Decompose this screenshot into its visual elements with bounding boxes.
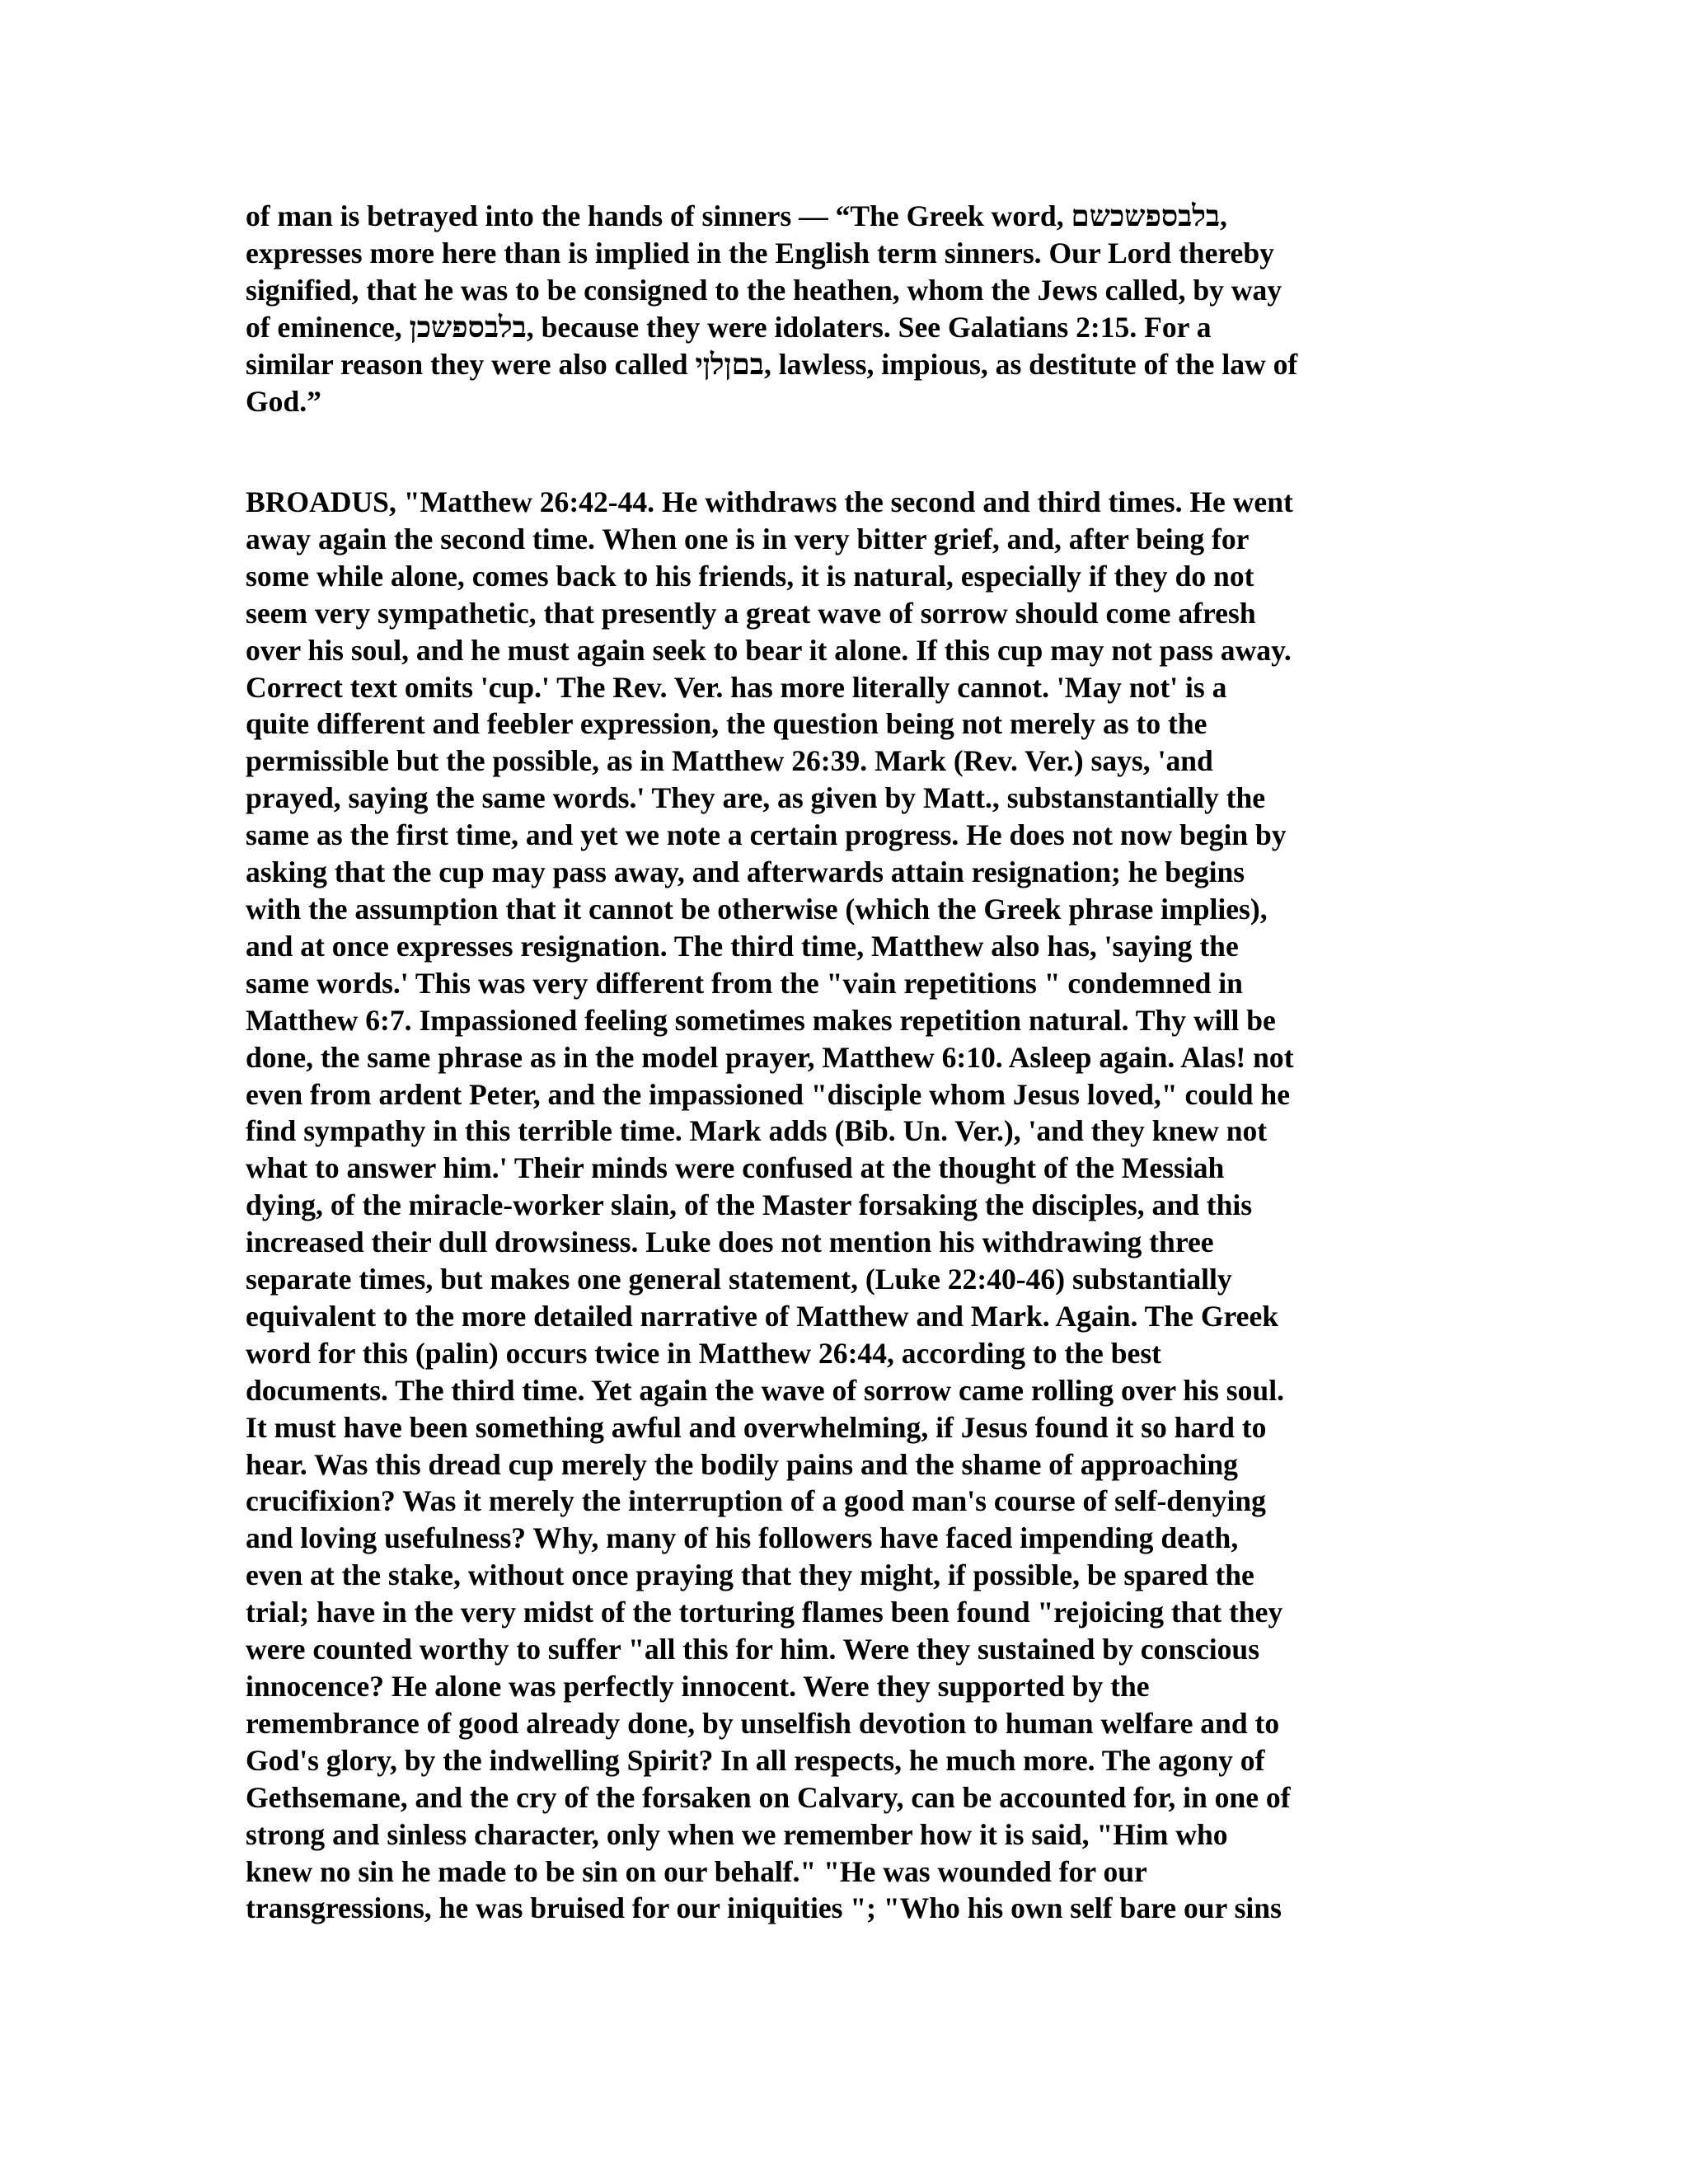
text-line: Matthew 6:7. Impassioned feeling sometimes makes repetition natural. Thy will be bbox=[246, 1003, 1276, 1037]
text-line: similar reason they were also called בםןלןי, lawless, impious, as destitute of the law of bbox=[246, 347, 1298, 381]
text-line: of man is betrayed into the hands of sinners — “The Greek word, בלבספשכשם, bbox=[246, 199, 1227, 232]
text-line: were counted worthy to suffer "all this for him. Were they sustained by conscious bbox=[246, 1633, 1260, 1666]
text-line: over his soul, and he must again seek to bear it alone. If this cup may not pass away. bbox=[246, 633, 1292, 667]
text-line: what to answer him.' Their minds were confused at the thought of the Messiah bbox=[246, 1151, 1225, 1185]
text-line: separate times, but makes one general statement, (Luke 22:40-46) substantially bbox=[246, 1263, 1232, 1296]
text-line: transgressions, he was bruised for our iniquities "; "Who his own self bare our sins bbox=[246, 1891, 1282, 1925]
text-line: knew no sin he made to be sin on our behalf." "He was wounded for our bbox=[246, 1854, 1147, 1888]
text-line: signified, that he was to be consigned to the heathen, whom the Jews called, by way bbox=[246, 273, 1282, 307]
text-line: away again the second time. When one is in very bitter grief, and, after being for bbox=[246, 522, 1250, 555]
text-line: asking that the cup may pass away, and afterwards attain resignation; he begins bbox=[246, 855, 1245, 889]
text-line: quite different and feebler expression, the question being not merely as to the bbox=[246, 707, 1207, 741]
text-line: even from ardent Peter, and the impassioned "disciple whom Jesus loved," could he bbox=[246, 1077, 1290, 1111]
text-line: find sympathy in this terrible time. Mark adds (Bib. Un. Ver.), 'and they knew not bbox=[246, 1114, 1268, 1148]
text-line: same words.' This was very different from the "vain repetitions " condemned in bbox=[246, 966, 1243, 1000]
text-line: some while alone, comes back to his friends, it is natural, especially if they do not bbox=[246, 559, 1254, 593]
text-line: documents. The third time. Yet again the wave of sorrow came rolling over his soul. bbox=[246, 1373, 1284, 1407]
text-line: It must have been something awful and overwhelming, if Jesus found it so hard to bbox=[246, 1410, 1267, 1444]
text-line: innocence? He alone was perfectly innocent. Were they supported by the bbox=[246, 1670, 1150, 1703]
text-line: God's glory, by the indwelling Spirit? In all respects, he much more. The agony of bbox=[246, 1743, 1265, 1777]
text-line: hear. Was this dread cup merely the bodily pains and the shame of approaching bbox=[246, 1447, 1238, 1481]
text-line: permissible but the possible, as in Matthew 26:39. Mark (Rev. Ver.) says, 'and bbox=[246, 744, 1213, 778]
text-line: done, the same phrase as in the model prayer, Matthew 6:10. Asleep again. Alas! not bbox=[246, 1040, 1294, 1074]
text-line: crucifixion? Was it merely the interruption of a good man's course of self-denying bbox=[246, 1484, 1266, 1518]
text-line: dying, of the miracle-worker slain, of the Master forsaking the disciples, and this bbox=[246, 1188, 1253, 1222]
text-line: and loving usefulness? Why, many of his followers have faced impending death, bbox=[246, 1521, 1239, 1555]
text-line: Correct text omits 'cup.' The Rev. Ver. has more literally cannot. 'May not' is a bbox=[246, 670, 1227, 704]
text-line: remembrance of good already done, by unselfish devotion to human welfare and to bbox=[246, 1706, 1280, 1740]
text-line: even at the stake, without once praying that they might, if possible, be spared the bbox=[246, 1558, 1254, 1592]
text-line: Gethsemane, and the cry of the forsaken on Calvary, can be accounted for, in one of bbox=[246, 1780, 1291, 1814]
text-line: prayed, saying the same words.' They are, as given by Matt., substanstantially the bbox=[246, 781, 1266, 815]
text-line: expresses more here than is implied in the English term sinners. Our Lord thereby bbox=[246, 236, 1274, 269]
text-line: BROADUS, "Matthew 26:42-44. He withdraws the second and third times. He went bbox=[246, 485, 1293, 518]
text-line: word for this (palin) occurs twice in Matthew 26:44, according to the best bbox=[246, 1336, 1162, 1370]
text-line: increased their dull drowsiness. Luke does not mention his withdrawing three bbox=[246, 1226, 1214, 1259]
text-line: same as the first time, and yet we note a certain progress. He does not now begin by bbox=[246, 818, 1287, 852]
paragraph-commentary-sinners bbox=[246, 198, 1449, 419]
text-line: equivalent to the more detailed narrative of Matthew and Mark. Again. The Greek bbox=[246, 1299, 1279, 1333]
text-line: God.” bbox=[246, 384, 321, 418]
text-line: with the assumption that it cannot be otherwise (which the Greek phrase implies), bbox=[246, 892, 1268, 926]
text-line: and at once expresses resignation. The third time, Matthew also has, 'saying the bbox=[246, 929, 1239, 963]
text-line: trial; have in the very midst of the torturing flames been found "rejoicing that they bbox=[246, 1596, 1283, 1629]
text-line: of eminence, בלבספשכן, because they were idolaters. See Galatians 2:15. For a bbox=[246, 310, 1212, 344]
paragraph-broadus-commentary bbox=[246, 484, 1449, 1927]
text-line: strong and sinless character, only when we remember how it is said, "Him who bbox=[246, 1817, 1228, 1851]
text-line: seem very sympathetic, that presently a great wave of sorrow should come afresh bbox=[246, 596, 1256, 630]
